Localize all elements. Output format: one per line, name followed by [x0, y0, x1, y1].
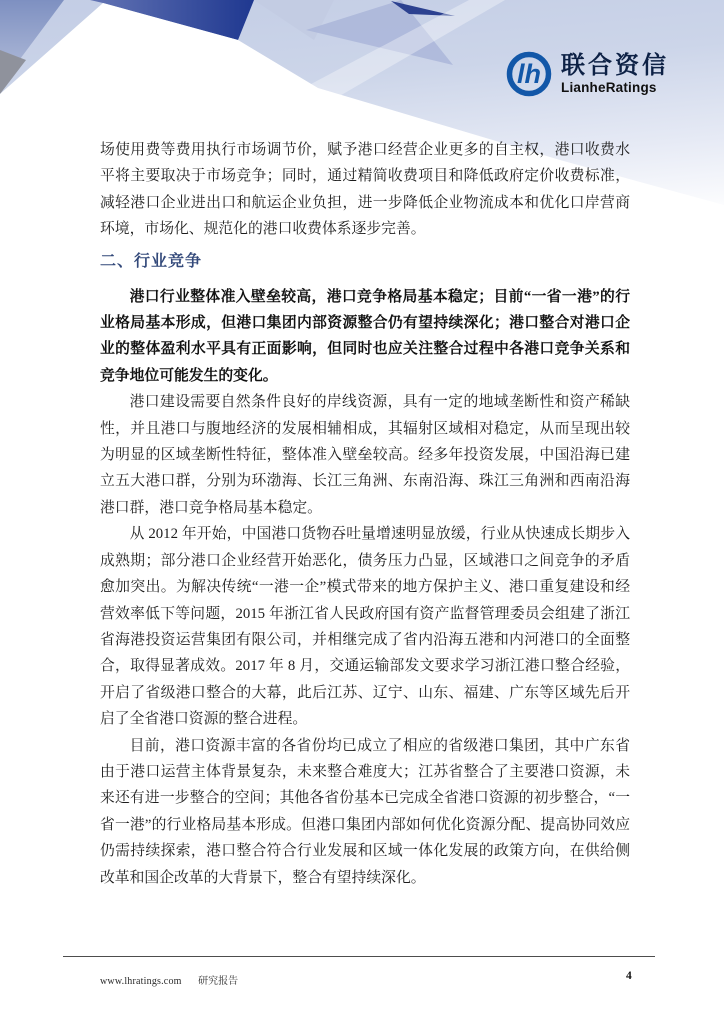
logo-name-en: LianheRatings: [561, 79, 657, 95]
footer-website-link[interactable]: www.lhratings.com: [100, 976, 182, 987]
footer: [100, 972, 655, 987]
paragraph-body-2: 从 2012 年开始，中国港口货物吞吐量增速明显放缓，行业从快速成长期步入成熟期；部分港口企业经营开始恶化，债务压力凸显，区域港口之间竞争的矛盾愈加突出。为解决传统“一港一企”模式带来的地方保护主义、港口重复建设和经营效率低下等问题，2015 年浙江省人民政府国有资产监督管理委员会组建了浙江省海港投资运营集团有限公司，并相继完成了省内沿海五港和内河港口的全面整合，取得显著成效。2017 年 8 月，交通运输部发文要求学习浙江港口整合经验，开启了省级港口整合的大幕，此后江苏、辽宁、山东、福建、广东等区域先后开启了全省港口资源的整合进程。: [100, 526, 630, 728]
logo-name-cn: 联合资信: [561, 51, 669, 79]
footer-report-label: 研究报告: [198, 976, 239, 987]
paragraph-summary: 港口行业整体准入壁垒较高，港口竞争格局基本稳定；目前“一省一港”的行业格局基本形成，但港口集团内部资源整合仍有望持续深化；港口整合对港口企业的整体盈利水平具有正面影响，但同时也应关注整合过程中各港口竞争关系和竞争地位可能发生的变化。: [100, 288, 630, 384]
section-heading: 二、行业竞争: [100, 252, 203, 270]
paragraph-body-1: 港口建设需要自然条件良好的岸线资源，具有一定的地域垄断性和资产稀缺性，并且港口与腹地经济的发展相辅相成，其辐射区域相对稳定，从而呈现出较为明显的区域垄断性特征，整体准入壁垒较高。经多年投资发展，中国沿海已建立五大港口群，分别为环渤海、长江三角洲、东南沿海、珠江三角洲和西南沿海港口群，港口竞争格局基本稳定。: [100, 394, 630, 516]
paragraph-intro: 场使用费等费用执行市场调节价，赋予港口经营企业更多的自主权，港口收费水平将主要取决于市场竞争；同时，通过精简收费项目和降低政府定价收费标准，减轻港口企业进出口和航运企业负担，进一步降低企业物流成本和优化口岸营商环境，市场化、规范化的港口收费体系逐步完善。: [100, 142, 630, 238]
svg-text:lh: lh: [517, 59, 541, 89]
paragraph-body-3: 目前，港口资源丰富的各省份均已成立了相应的省级港口集团，其中广东省由于港口运营主体背景复杂，未来整合难度大；江苏省整合了主要港口资源，未来还有进一步整合的空间；其他各省份基本已完成全省港口资源的初步整合，“一省一港”的行业格局基本形成。但港口集团内部如何优化资源分配、提高协同效应仍需持续探索，港口整合符合行业发展和区域一体化发展的政策方向，在供给侧改革和国企改革的大背景下，整合有望持续深化。: [100, 737, 630, 886]
document-body: [100, 0, 630, 891]
page-number: 4: [626, 970, 632, 982]
footer-divider: [63, 956, 655, 957]
